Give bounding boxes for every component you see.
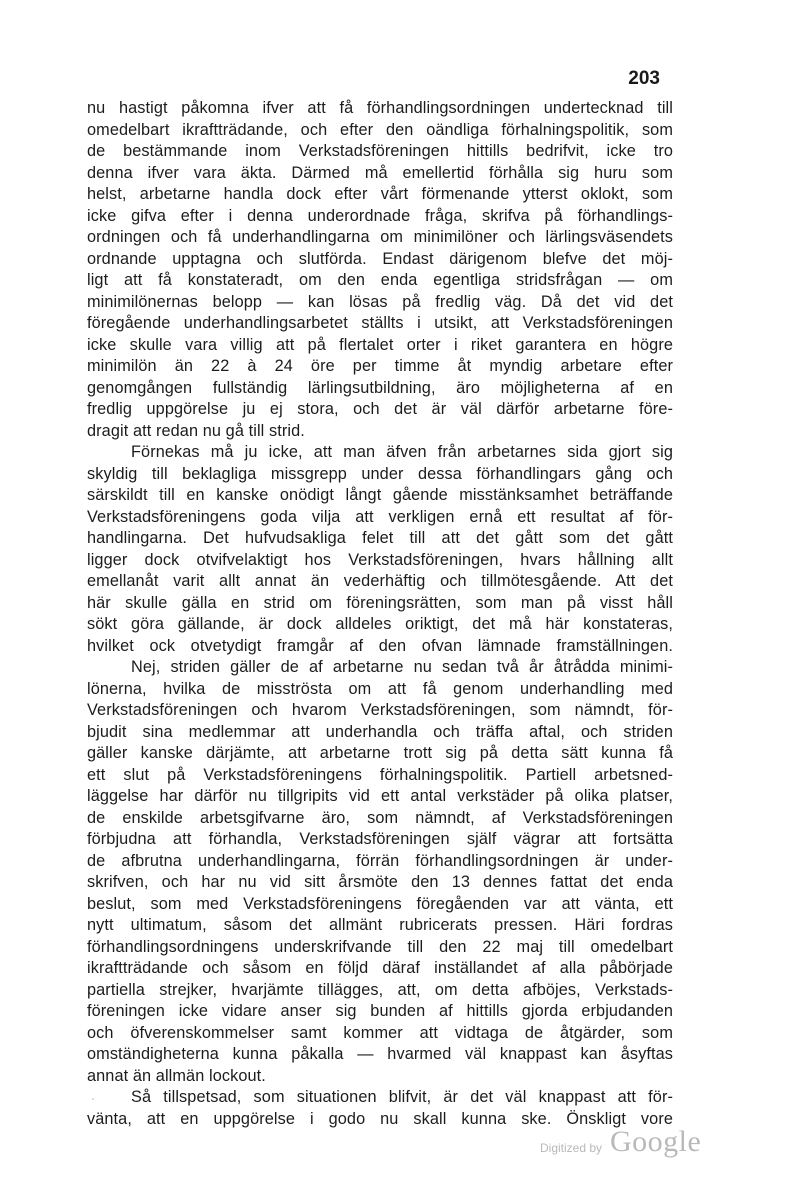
digitized-stamp bbox=[540, 1125, 710, 1159]
text-line: förhandlingsordningens underskrifvande till den 22 maj till omedelbart bbox=[87, 937, 673, 956]
text-line: nu hastigt påkomna ifver att få förhandlingsordningen undertecknad till bbox=[87, 99, 673, 117]
text-line: ett slut på Verkstadsföreningens förhalningspolitik. Partiell arbetsned- bbox=[87, 765, 673, 784]
text-line: och öfverenskommelser samt kommer att vidtaga de åtgärder, som bbox=[87, 1023, 673, 1042]
text-line: föreningen icke vidare anser sig bunden af hittills gjorda erbjudanden bbox=[87, 1002, 673, 1020]
text-line: bjudit sina medlemmar att underhandla och träffa aftal, och striden bbox=[87, 722, 673, 741]
text-line: icke skulle vara villig att på flertalet orter i riket garantera en högre bbox=[87, 335, 673, 354]
text-line: Verkstadsföreningens goda vilja att verkligen ernå ett resultat af för- bbox=[87, 507, 673, 526]
text-line: hvilket ock otvetydigt framgår af den ofvan lämnade framställningen. bbox=[87, 636, 673, 655]
body-text bbox=[87, 98, 673, 1130]
text-line: ikraftträdande och såsom en följd däraf inställandet af alla påbörjade bbox=[87, 959, 673, 977]
text-line: här skulle gälla en strid om föreningsrätten, som man på visst håll bbox=[87, 593, 673, 612]
text-line: Verkstadsföreningen och hvarom Verkstadsföreningen, som nämndt, för- bbox=[87, 701, 673, 719]
text-line: de enskilde arbetsgifvarne äro, som nämndt, af Verkstadsföreningen bbox=[87, 808, 673, 827]
text-line: de afbrutna underhandlingarna, förrän förhandlingsordningen är under- bbox=[87, 851, 673, 870]
text-line: icke gifva efter i denna underordnade fråga, skrifva på förhandlings- bbox=[87, 206, 673, 225]
text-line: gäller kanske därjämte, att arbetarne trott sig på detta sätt kunna få bbox=[87, 744, 673, 762]
text-line: ordnande upptagna och slutförda. Endast därigenom blefve det möj- bbox=[87, 249, 673, 268]
text-line: skrifven, och har nu vid sitt årsmöte den 13 dennes fattat det enda bbox=[87, 873, 673, 891]
text-line: nytt ultimatum, såsom det allmänt rubricerats pressen. Häri fordras bbox=[87, 916, 673, 934]
text-line: läggelse har därför nu tillgripits vid ett antal verkstäder på olika platser, bbox=[87, 787, 673, 805]
text-line: vänta, att en uppgörelse i godo nu skall kunna ske. Önskligt vore bbox=[87, 1109, 673, 1128]
text-line: Nej, striden gäller de af arbetarne nu sedan två år åtrådda minimi- bbox=[131, 658, 673, 676]
text-line: beslut, som med Verkstadsföreningens föregåenden var att vänta, ett bbox=[87, 894, 673, 913]
text-line: omedelbart ikraftträdande, och efter den oändliga förhalningspolitik, som bbox=[87, 120, 673, 139]
text-line: minimilön än 22 à 24 öre per timme åt myndig arbetare efter bbox=[87, 357, 673, 375]
text-line: särskildt till en kanske onödigt långt gående misstänksamhet beträffande bbox=[87, 486, 673, 504]
page-number: 203 bbox=[628, 68, 660, 89]
text-line: helst, arbetarne handla dock efter vårt förmenande ytterst oklokt, som bbox=[87, 185, 673, 203]
google-logo: Google bbox=[610, 1125, 702, 1158]
text-line: föregående underhandlingsarbetet ställts i utsikt, att Verkstadsföreningen bbox=[87, 314, 673, 332]
text-line: lönerna, hvilka de misströsta om att få genom underhandling med bbox=[87, 679, 673, 698]
text-line: förbjudna att förhandla, Verkstadsföreningen själf vägrar att fortsätta bbox=[87, 830, 673, 848]
text-line: ligger dock otvifvelaktigt hos Verkstadsföreningen, hvars hållning allt bbox=[87, 550, 673, 569]
text-line: fredlig uppgörelse ju ej stora, och det är väl därför arbetarne före- bbox=[87, 400, 673, 418]
text-line: skyldig till beklagliga missgrepp under dessa förhandlingars gång och bbox=[87, 464, 673, 483]
digitized-label: Digitized by bbox=[540, 1141, 603, 1155]
text-line: ligt att få konstateradt, om den enda egentliga stridsfrågan — om bbox=[87, 271, 673, 289]
text-line: Så tillspetsad, som situationen blifvit, är det väl knappast att för- bbox=[131, 1088, 673, 1106]
text-line: emellanåt varit allt annat än vederhäftig och tillmötesgående. Att det bbox=[87, 572, 673, 590]
text-line: handlingarna. Det hufvudsakliga felet till att det gått som det gått bbox=[87, 529, 673, 547]
text-line: genomgången fullständig lärlingsutbildning, äro möjligheterna af en bbox=[87, 378, 673, 397]
text-line: sökt göra gällande, är dock alldeles oriktigt, det må här konstateras, bbox=[87, 615, 673, 633]
text-line: partiella strejker, hvarjämte tillägges, att, om detta afböjes, Verkstads- bbox=[87, 980, 673, 999]
text-line: omständigheterna kunna påkalla — hvarmed väl knappast kan åsyftas bbox=[87, 1045, 673, 1063]
text-line: denna ifver vara äkta. Därmed må emellertid förhålla sig huru som bbox=[87, 163, 673, 182]
scan-speck bbox=[92, 1098, 94, 1100]
text-line: minimilönernas belopp — kan lösas på fredlig väg. Då det vid det bbox=[87, 292, 673, 311]
text-line: de bestämmande inom Verkstadsföreningen hittills bedrifvit, icke tro bbox=[87, 142, 673, 160]
text-line: Förnekas må ju icke, att man äfven från arbetarnes sida gjort sig bbox=[131, 443, 673, 461]
text-line: annat än allmän lockout. bbox=[87, 1066, 266, 1085]
text-line: ordningen och få underhandlingarna om minimilöner och lärlingsväsendets bbox=[87, 228, 673, 246]
text-line: dragit att redan nu gå till strid. bbox=[87, 421, 305, 440]
